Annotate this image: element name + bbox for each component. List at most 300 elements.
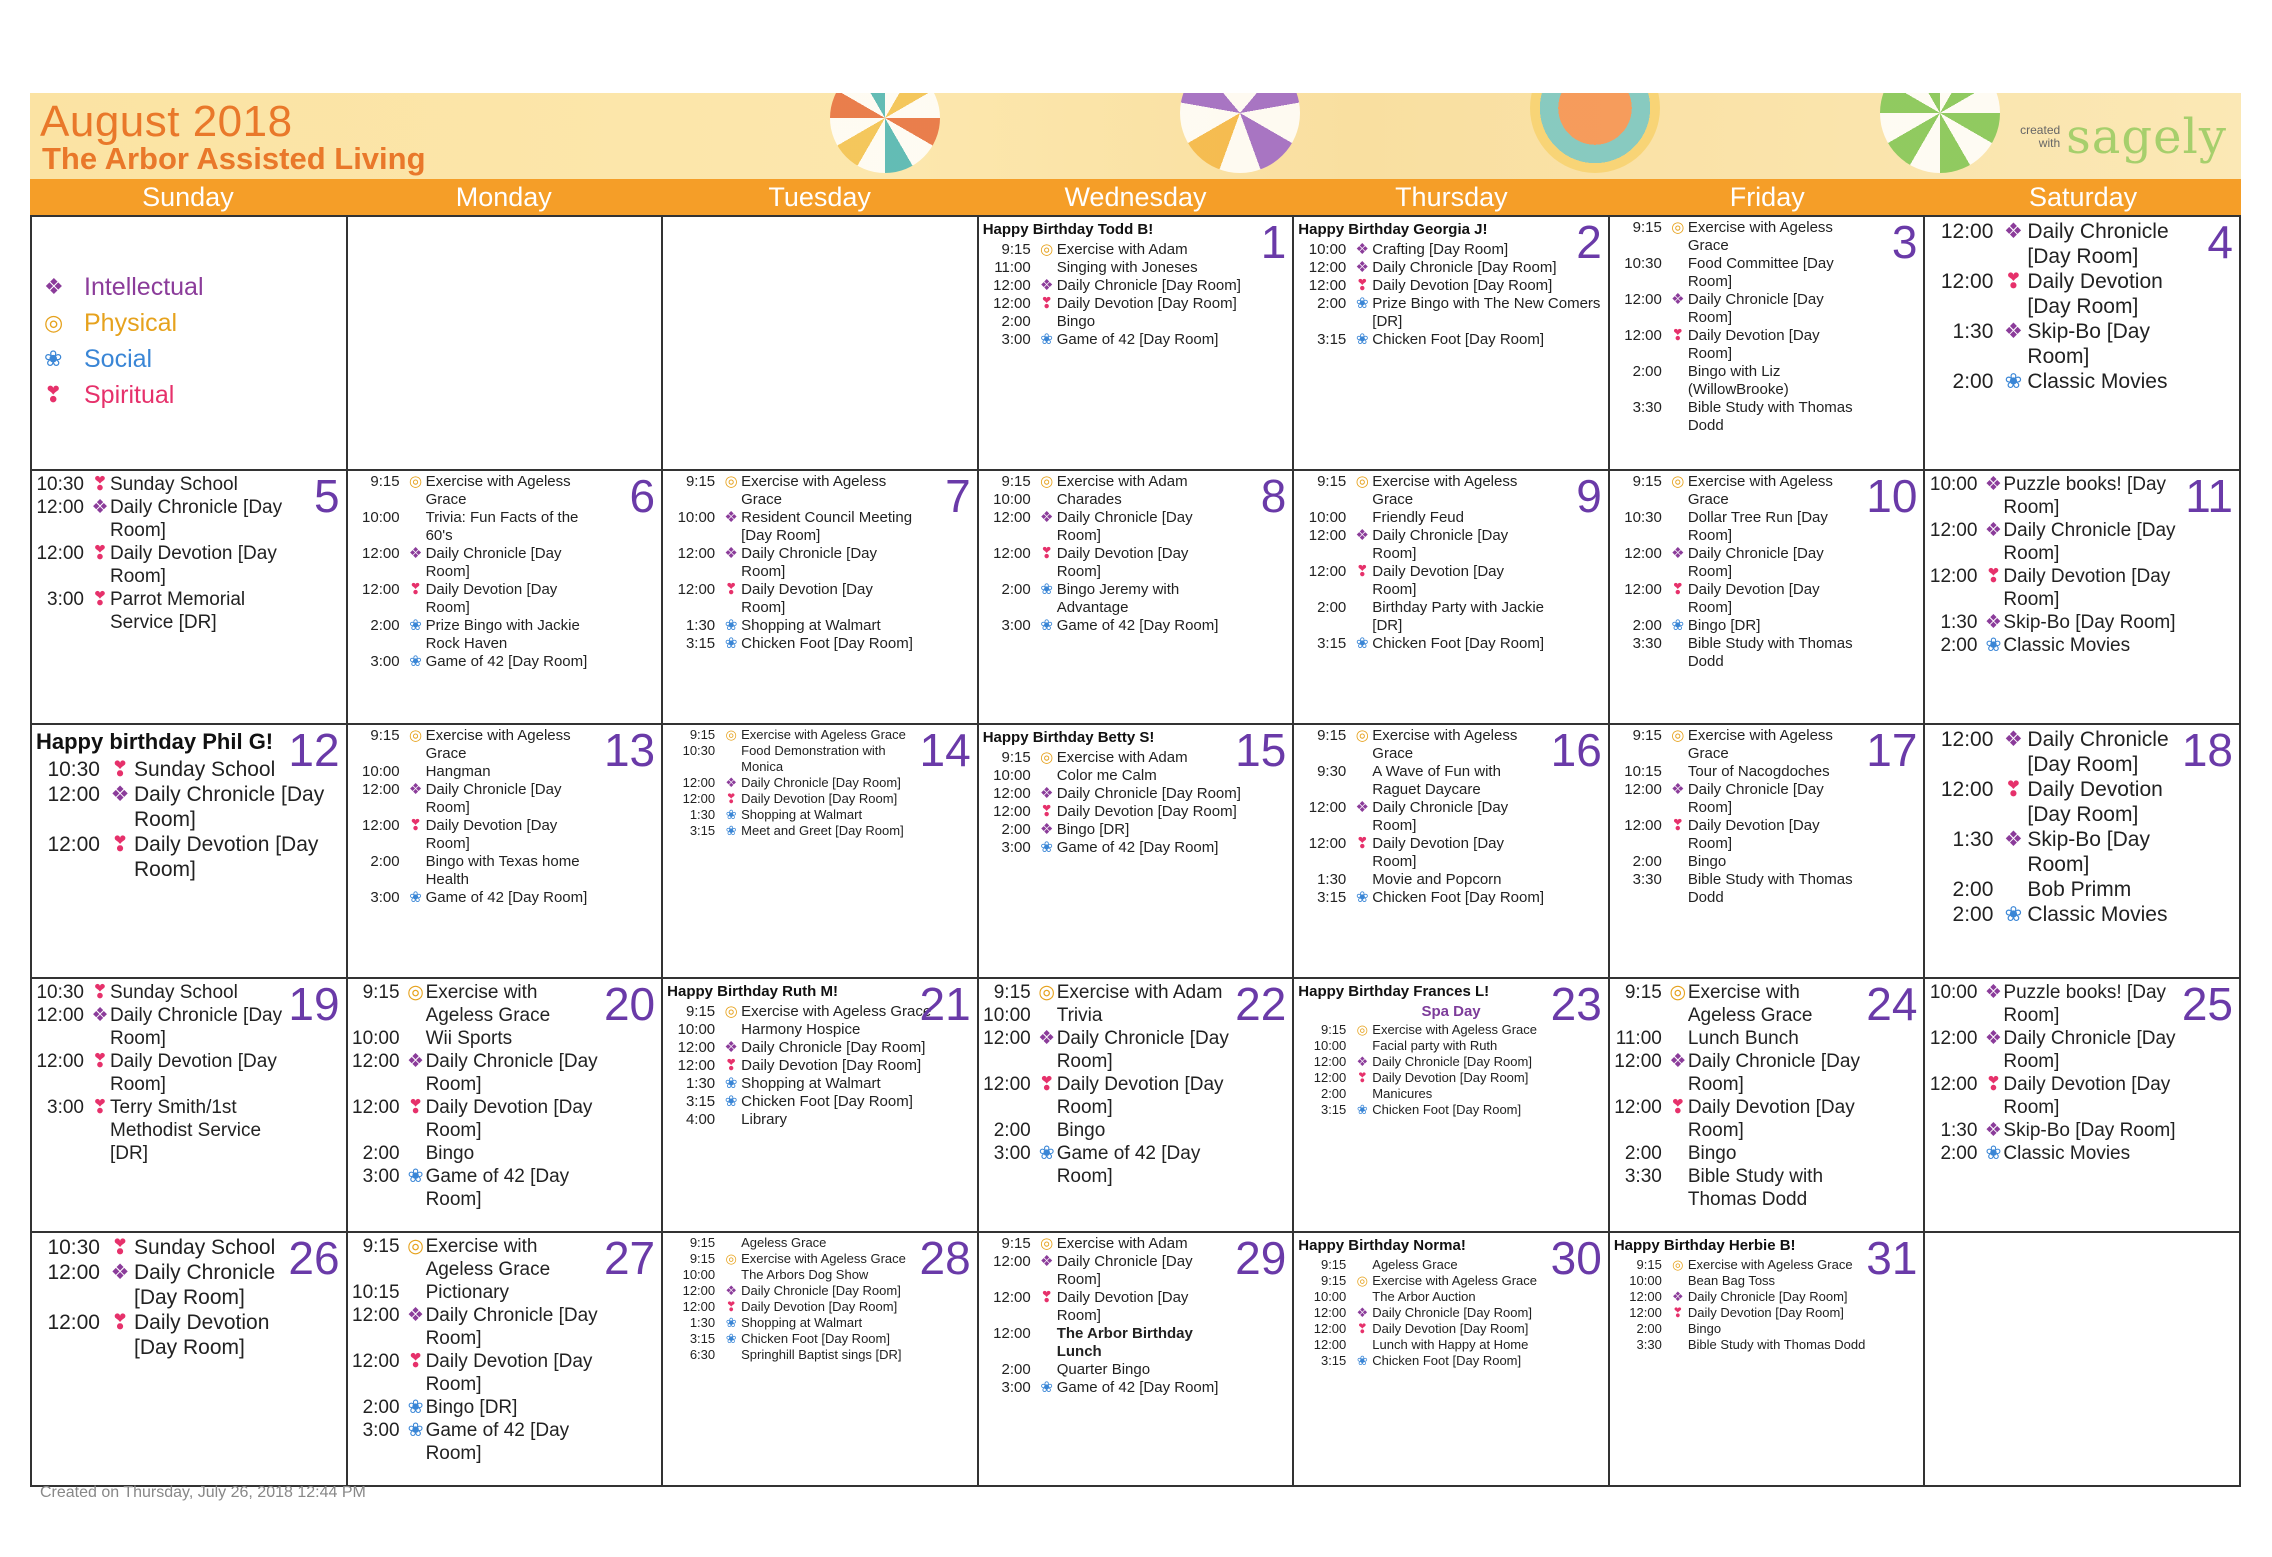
calendar-event[interactable] [1298, 1353, 1604, 1369]
calendar-event[interactable] [667, 1093, 973, 1111]
calendar-event[interactable] [1298, 889, 1546, 907]
calendar-event[interactable] [1929, 634, 2177, 657]
calendar-event[interactable] [1614, 1305, 1920, 1321]
calendar-event[interactable] [667, 1299, 915, 1315]
calendar-event[interactable] [667, 545, 915, 581]
calendar-event[interactable] [1929, 827, 2177, 877]
calendar-event[interactable] [1298, 527, 1546, 563]
calendar-event[interactable] [1614, 473, 1862, 509]
calendar-event[interactable] [1929, 981, 2177, 1027]
calendar-event[interactable] [1298, 1305, 1604, 1321]
calendar-event[interactable] [1298, 241, 1604, 259]
calendar-event[interactable] [1298, 1321, 1604, 1337]
calendar-event[interactable] [36, 1235, 284, 1260]
calendar-event[interactable] [667, 1057, 973, 1075]
calendar-event[interactable] [1298, 1038, 1604, 1054]
calendar-event[interactable] [1298, 1102, 1604, 1118]
calendar-event[interactable] [1929, 219, 2177, 269]
calendar-event[interactable] [1298, 1054, 1604, 1070]
calendar-event[interactable] [352, 581, 600, 617]
calendar-event[interactable] [667, 1039, 973, 1057]
calendar-event[interactable] [983, 241, 1289, 259]
day-cell[interactable] [663, 979, 979, 1233]
calendar-event[interactable] [1298, 727, 1546, 763]
puzzle-icon: ❖ [110, 1261, 130, 1284]
ball-icon: ◎ [724, 473, 738, 490]
calendar-event[interactable] [983, 839, 1289, 857]
calendar-event[interactable] [1298, 509, 1546, 527]
ball-icon: ◎ [1671, 473, 1685, 490]
event-time: 10:00 [677, 509, 716, 526]
puzzle-icon: ❖ [1984, 520, 2002, 541]
calendar-event[interactable] [36, 496, 284, 542]
calendar-event[interactable] [667, 775, 915, 791]
calendar-event[interactable] [1298, 1337, 1604, 1353]
calendar-event[interactable] [1614, 509, 1862, 545]
calendar-event[interactable] [1614, 1050, 1862, 1096]
event-title: Daily Devotion [Day Room] [741, 791, 898, 806]
event-title: Classic Movies [2003, 1143, 2131, 1164]
calendar-event[interactable] [352, 473, 600, 509]
calendar-event[interactable] [1614, 1142, 1862, 1165]
date-number: 2 [1576, 217, 1602, 268]
calendar-event[interactable] [352, 1304, 600, 1350]
calendar-event[interactable] [36, 782, 342, 832]
calendar-event[interactable] [667, 791, 915, 807]
calendar-event[interactable] [1614, 617, 1862, 635]
calendar-event[interactable] [1614, 871, 1862, 907]
event-title: Game of 42 [Day Room] [425, 889, 588, 906]
day-cell[interactable] [1294, 217, 1610, 471]
calendar-event[interactable] [1929, 1027, 2177, 1073]
event-time: 2:00 [370, 853, 400, 870]
event-title: Ageless Grace [1372, 1257, 1458, 1272]
calendar-event[interactable] [1929, 369, 2177, 394]
calendar-event[interactable] [36, 1050, 284, 1096]
month-title: August 2018 [40, 97, 293, 146]
event-title: Exercise with Ageless Grace [1687, 473, 1833, 508]
day-cell[interactable] [979, 1233, 1295, 1487]
calendar-event[interactable] [36, 542, 284, 588]
event-title: Daily Devotion [Day Room] [425, 581, 558, 616]
calendar-event[interactable] [1298, 331, 1604, 349]
calendar-event[interactable] [1614, 363, 1862, 399]
calendar-event[interactable] [352, 617, 600, 653]
event-title: Manicures [1372, 1086, 1433, 1101]
ribbon-icon: ❣ [724, 1057, 738, 1074]
calendar-event[interactable] [983, 981, 1231, 1004]
puzzle-icon: ❖ [408, 545, 423, 562]
calendar-event[interactable] [1298, 799, 1546, 835]
event-title: Exercise with Ageless Grace [1372, 1273, 1538, 1288]
date-number: 5 [313, 471, 340, 522]
day-cell[interactable] [1610, 217, 1926, 471]
puzzle-icon: ❖ [408, 781, 423, 798]
puzzle-icon: ❖ [1984, 1028, 2002, 1049]
birthday-note: Happy Birthday Betty S! [982, 729, 1155, 746]
calendar-event[interactable] [1298, 1289, 1604, 1305]
event-title: Exercise with Ageless Grace [1372, 727, 1518, 762]
event-time: 2:00 [1320, 1086, 1347, 1101]
day-cell[interactable] [1294, 979, 1610, 1233]
day-cell[interactable] [1610, 471, 1926, 725]
event-title: Skip-Bo [Day Room] [2003, 612, 2176, 633]
event-title: Chicken Foot [Day Room] [1372, 635, 1545, 652]
calendar-event[interactable] [1929, 1119, 2177, 1142]
event-title: Daily Chronicle [Day Room] [1687, 291, 1824, 326]
calendar-event[interactable] [1298, 763, 1546, 799]
calendar-event[interactable] [983, 545, 1231, 581]
day-cell[interactable] [1294, 725, 1610, 979]
calendar-event[interactable] [1614, 781, 1862, 817]
ball-icon: ◎ [725, 1251, 737, 1266]
calendar-event[interactable] [1929, 877, 2177, 902]
date-number: 22 [1235, 979, 1287, 1030]
puzzle-icon: ❖ [1039, 509, 1054, 526]
calendar-event[interactable] [667, 1111, 973, 1129]
puzzle-icon: ❖ [1356, 1305, 1369, 1320]
calendar-event[interactable] [352, 1396, 600, 1419]
calendar-event[interactable] [1614, 327, 1862, 363]
calendar-event[interactable] [667, 1075, 973, 1093]
calendar-event[interactable] [983, 295, 1289, 313]
day-cell[interactable] [348, 725, 664, 979]
day-cell[interactable] [1294, 471, 1610, 725]
calendar-event[interactable] [667, 1267, 915, 1283]
calendar-event[interactable] [983, 1119, 1231, 1142]
day-cell[interactable] [348, 217, 664, 471]
event-time: 3:15 [1320, 1102, 1347, 1117]
calendar-event[interactable] [983, 581, 1231, 617]
calendar-event[interactable] [352, 653, 600, 671]
day-cell[interactable] [1610, 1233, 1926, 1487]
calendar-event[interactable] [667, 1315, 915, 1331]
calendar-event[interactable] [667, 1251, 915, 1267]
event-title: Daily Chronicle [Day Room] [741, 1283, 901, 1298]
calendar-event[interactable] [983, 1004, 1231, 1027]
date-number: 4 [2207, 217, 2233, 268]
day-cell[interactable] [32, 1233, 348, 1487]
day-cell[interactable] [348, 1233, 664, 1487]
day-cell[interactable] [1925, 471, 2241, 725]
calendar-event[interactable] [1614, 219, 1862, 255]
day-cell[interactable] [32, 725, 348, 979]
calendar-event[interactable] [667, 509, 915, 545]
calendar-event[interactable] [1614, 981, 1862, 1027]
calendar-event[interactable] [1614, 1337, 1920, 1353]
calendar-event[interactable] [1614, 1027, 1862, 1050]
people-icon: ❀ [407, 1420, 424, 1441]
calendar-event[interactable] [983, 1289, 1231, 1325]
calendar-event[interactable] [1929, 269, 2177, 319]
calendar-event[interactable] [36, 981, 284, 1004]
calendar-event[interactable] [983, 473, 1231, 491]
day-cell[interactable] [979, 217, 1295, 471]
event-time: 1:30 [689, 1315, 716, 1330]
calendar-event[interactable] [667, 743, 915, 775]
calendar-event[interactable] [667, 581, 915, 617]
calendar-event[interactable] [1298, 635, 1546, 653]
day-cell[interactable] [1925, 979, 2241, 1233]
event-title: Classic Movies [2027, 370, 2168, 393]
calendar-event[interactable] [352, 1235, 600, 1281]
puzzle-icon: ❖ [2004, 320, 2023, 343]
event-time: 2:00 [1952, 878, 1994, 901]
event-title: Food Demonstration with Monica [741, 743, 886, 774]
calendar-event[interactable] [1614, 853, 1862, 871]
calendar-event[interactable] [1929, 319, 2177, 369]
calendar-event[interactable] [1614, 763, 1862, 781]
ball-icon: ◎ [1355, 473, 1369, 490]
people-icon: ❀ [1040, 581, 1053, 598]
calendar-event[interactable] [983, 509, 1231, 545]
calendar-event[interactable] [667, 617, 915, 635]
calendar-event[interactable] [983, 1142, 1231, 1188]
event-title: Daily Devotion [Day Room] [1372, 1070, 1529, 1085]
event-title: Sunday School [110, 474, 238, 495]
special-event: Spa Day [1421, 1003, 1481, 1020]
calendar-event[interactable] [352, 853, 600, 889]
calendar-event[interactable] [1298, 599, 1546, 635]
calendar-event[interactable] [667, 1235, 915, 1251]
calendar-event[interactable] [1298, 259, 1604, 277]
event-time: 9:15 [1632, 219, 1662, 236]
calendar-event[interactable] [1614, 545, 1862, 581]
calendar-event[interactable] [1298, 473, 1546, 509]
puzzle-icon: ❖ [1355, 259, 1369, 276]
event-time: 10:00 [993, 491, 1031, 508]
day-cell[interactable] [663, 725, 979, 979]
calendar-event[interactable] [1614, 1096, 1862, 1142]
event-title: Daily Devotion [Day Room] [425, 817, 558, 852]
event-title: Bean Bag Toss [1687, 1273, 1776, 1288]
calendar-event[interactable] [352, 781, 600, 817]
event-title: Classic Movies [2003, 635, 2131, 656]
event-time: 3:15 [685, 1093, 716, 1110]
calendar-event[interactable] [352, 1165, 600, 1211]
calendar-event[interactable] [667, 1283, 915, 1299]
ball-icon: ◎ [1356, 1273, 1368, 1288]
day-cell[interactable] [32, 979, 348, 1233]
calendar-event[interactable] [983, 331, 1289, 349]
puzzle-icon: ❖ [1669, 1051, 1687, 1072]
calendar-event[interactable] [667, 635, 915, 653]
event-time: 3:00 [362, 1166, 400, 1187]
calendar-event[interactable] [983, 1253, 1231, 1289]
event-title: Bingo [1687, 1321, 1722, 1336]
event-title: Daily Chronicle [Day Room] [110, 497, 283, 541]
weekday-saturday: Saturday [2029, 182, 2138, 212]
event-title: Daily Devotion [Day Room] [1372, 563, 1504, 598]
event-title: Bingo [1056, 313, 1096, 330]
calendar-event[interactable] [1298, 295, 1604, 331]
calendar-event[interactable] [36, 832, 342, 882]
day-cell[interactable] [1610, 979, 1926, 1233]
ribbon-icon: ❣ [1356, 1070, 1368, 1085]
calendar-event[interactable] [352, 1281, 600, 1304]
calendar-event[interactable] [352, 1027, 600, 1050]
calendar-event[interactable] [36, 1096, 284, 1165]
day-cell[interactable] [1294, 1233, 1610, 1487]
day-cell[interactable] [979, 979, 1295, 1233]
event-time: 3:30 [1632, 871, 1662, 888]
people-icon: ❀ [2004, 370, 2023, 393]
day-cell[interactable] [32, 471, 348, 725]
calendar-event[interactable] [352, 545, 600, 581]
event-title: Game of 42 [Day Room] [425, 653, 588, 670]
event-time: 2:00 [1952, 903, 1994, 926]
event-time: 3:15 [1317, 889, 1347, 906]
calendar-event[interactable] [1929, 1142, 2177, 1165]
calendar-event[interactable] [1614, 635, 1862, 671]
calendar-event[interactable] [667, 727, 915, 743]
calendar-event[interactable] [1298, 835, 1546, 871]
calendar-event[interactable] [352, 1350, 600, 1396]
calendar-event[interactable] [1929, 1073, 2177, 1119]
calendar-event[interactable] [352, 1419, 600, 1465]
calendar-event[interactable] [352, 817, 600, 853]
event-title: Daily Chronicle [Day Room] [1372, 527, 1509, 562]
date-number: 1 [1260, 217, 1287, 268]
day-cell[interactable] [979, 471, 1295, 725]
calendar-event[interactable] [352, 889, 600, 907]
event-time: 12:00 [677, 581, 716, 598]
calendar-event[interactable] [36, 1004, 284, 1050]
event-time: 3:15 [1320, 1353, 1347, 1368]
calendar-event[interactable] [1929, 473, 2177, 519]
calendar-event[interactable] [352, 1142, 600, 1165]
day-cell[interactable] [1925, 725, 2241, 979]
event-time: 3:30 [1624, 1166, 1662, 1187]
event-time: 12:00 [1929, 566, 1978, 587]
event-title: Ageless Grace [741, 1235, 827, 1250]
date-number: 21 [919, 979, 971, 1030]
event-title: Exercise with Ageless Grace [741, 1251, 906, 1266]
calendar-event[interactable] [1614, 291, 1862, 327]
event-time: 12:00 [362, 545, 400, 562]
calendar-event[interactable] [1929, 777, 2177, 827]
calendar-event[interactable] [1298, 1086, 1604, 1102]
calendar-event[interactable] [1614, 581, 1862, 617]
calendar-event[interactable] [1614, 1289, 1920, 1305]
event-title: The Arbors Dog Show [741, 1267, 869, 1282]
calendar-event[interactable] [983, 259, 1289, 277]
event-time: 9:15 [689, 1235, 716, 1250]
calendar-event[interactable] [352, 1050, 600, 1096]
event-title: Skip-Bo [Day Room] [2003, 1120, 2176, 1141]
calendar-event[interactable] [667, 823, 915, 839]
event-title: Hangman [425, 763, 491, 780]
people-icon: ❀ [1355, 295, 1369, 312]
day-cell[interactable] [32, 217, 348, 471]
calendar-event[interactable] [983, 1361, 1231, 1379]
calendar-event[interactable] [667, 1331, 915, 1347]
event-title: Daily Chronicle [Day Room] [425, 1051, 598, 1095]
calendar-event[interactable] [1298, 277, 1604, 295]
day-cell[interactable] [1925, 217, 2241, 471]
calendar-event[interactable] [1929, 565, 2177, 611]
event-title: Bible Study with Thomas Dodd [1687, 871, 1853, 906]
calendar-event[interactable] [1614, 1165, 1862, 1211]
calendar-event[interactable] [352, 763, 600, 781]
event-time: 3:00 [47, 589, 84, 610]
calendar-event[interactable] [983, 785, 1289, 803]
calendar-event[interactable] [983, 277, 1289, 295]
calendar-event[interactable] [983, 617, 1231, 635]
event-list [1614, 219, 1920, 435]
puzzle-icon: ❖ [407, 1051, 425, 1072]
day-cell[interactable] [348, 471, 664, 725]
event-time: 2:00 [1317, 295, 1347, 312]
event-title: Daily Devotion [Day Room] [1372, 1321, 1529, 1336]
calendar-event[interactable] [983, 491, 1231, 509]
calendar-event[interactable] [1614, 817, 1862, 853]
legend-item [44, 305, 204, 341]
calendar-event[interactable] [983, 821, 1289, 839]
event-title: Daily Devotion [Day Room] [425, 1351, 593, 1395]
calendar-event[interactable] [1929, 902, 2177, 927]
event-time: 10:00 [1308, 241, 1347, 258]
calendar-event[interactable] [983, 313, 1289, 331]
event-list [667, 473, 973, 653]
day-cell[interactable] [663, 471, 979, 725]
calendar-event[interactable] [1298, 563, 1546, 599]
calendar-event[interactable] [1298, 871, 1546, 889]
calendar-event[interactable] [36, 588, 284, 634]
calendar-sheet [30, 93, 2241, 1487]
event-title: Exercise with Ageless Grace [1372, 1022, 1538, 1037]
calendar-event[interactable] [983, 1027, 1231, 1073]
calendar-event[interactable] [1614, 727, 1862, 763]
calendar-event[interactable] [983, 803, 1289, 821]
calendar-event[interactable] [983, 1235, 1231, 1253]
calendar-event[interactable] [36, 473, 284, 496]
event-title: Game of 42 [Day Room] [1056, 1379, 1219, 1396]
calendar-event[interactable] [983, 1325, 1231, 1361]
calendar-event[interactable] [1929, 611, 2177, 634]
event-title: The Arbor Auction [1372, 1289, 1476, 1304]
puzzle-icon: ❖ [1671, 781, 1685, 798]
calendar-event[interactable] [352, 981, 600, 1027]
calendar-event[interactable] [352, 727, 600, 763]
calendar-event[interactable] [983, 1379, 1231, 1397]
calendar-event[interactable] [1298, 1070, 1604, 1086]
day-cell[interactable] [348, 979, 664, 1233]
calendar-event[interactable] [983, 1073, 1231, 1119]
day-cell[interactable] [663, 1233, 979, 1487]
event-time: 12:00 [993, 277, 1031, 294]
day-cell[interactable] [1610, 725, 1926, 979]
calendar-event[interactable] [1929, 727, 2177, 777]
day-cell[interactable] [663, 217, 979, 471]
day-cell[interactable] [1925, 1233, 2241, 1487]
event-time: 10:00 [352, 1028, 400, 1049]
calendar-event[interactable] [667, 807, 915, 823]
calendar-event[interactable] [352, 509, 600, 545]
calendar-event[interactable] [1929, 519, 2177, 565]
calendar-event[interactable] [36, 1310, 284, 1360]
day-cell[interactable] [979, 725, 1295, 979]
people-icon: ❀ [725, 1315, 737, 1330]
calendar-event[interactable] [1614, 399, 1862, 435]
calendar-event[interactable] [667, 473, 915, 509]
calendar-event[interactable] [1614, 255, 1862, 291]
date-number: 23 [1550, 979, 1602, 1030]
calendar-event[interactable] [1614, 1321, 1920, 1337]
calendar-event[interactable] [352, 1096, 600, 1142]
calendar-event[interactable] [667, 1347, 915, 1363]
calendar-event[interactable] [36, 1260, 284, 1310]
